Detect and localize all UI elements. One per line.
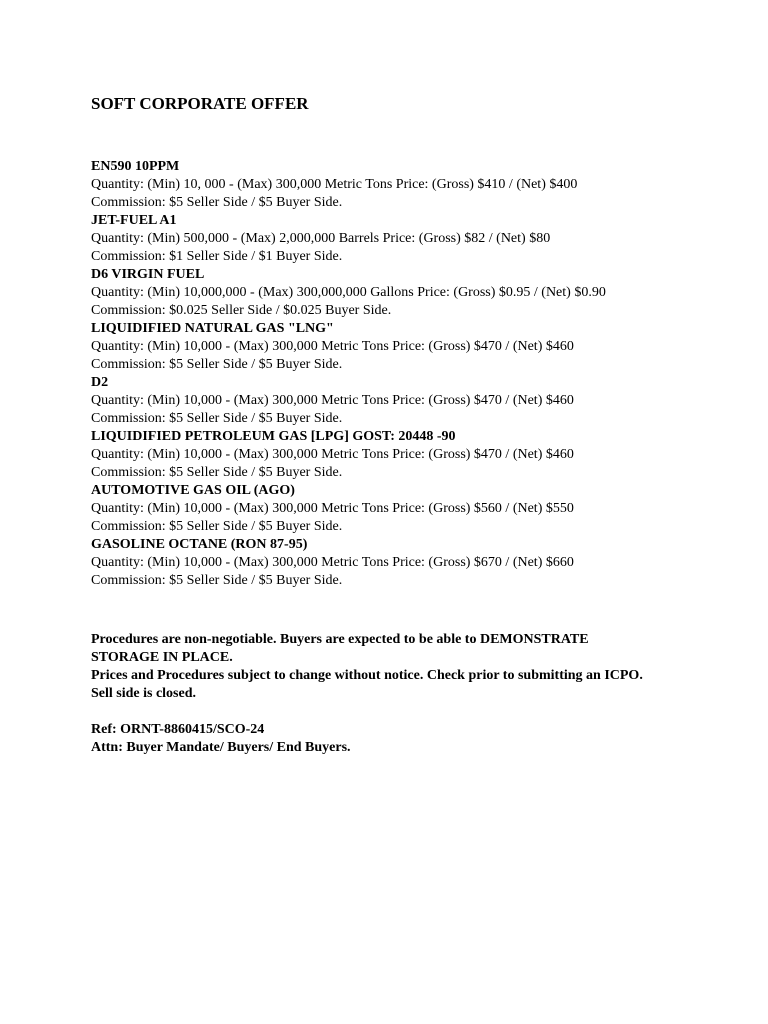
product-item: [91, 428, 751, 482]
product-quantity-price: Quantity: (Min) 10,000 - (Max) 300,000 Metric Tons Price: (Gross) $470 / (Net) $460: [91, 393, 574, 408]
product-name: JET-FUEL A1: [91, 213, 177, 228]
product-commission: Commission: $1 Seller Side / $1 Buyer Side.: [91, 249, 343, 264]
product-name: AUTOMOTIVE GAS OIL (AGO): [91, 483, 295, 498]
product-item: [91, 374, 751, 428]
product-name: EN590 10PPM: [91, 159, 180, 174]
product-commission: Commission: $5 Seller Side / $5 Buyer Side.: [91, 519, 343, 534]
product-commission: Commission: $5 Seller Side / $5 Buyer Side.: [91, 195, 343, 210]
product-item: [91, 482, 751, 536]
document-title: SOFT CORPORATE OFFER: [91, 94, 309, 113]
product-commission: Commission: $5 Seller Side / $5 Buyer Side.: [91, 573, 343, 588]
product-quantity-price: Quantity: (Min) 10,000,000 - (Max) 300,000,000 Gallons Price: (Gross) $0.95 / (Net) $0.90: [91, 285, 606, 300]
product-quantity-price: Quantity: (Min) 10,000 - (Max) 300,000 Metric Tons Price: (Gross) $470 / (Net) $460: [91, 447, 574, 462]
prices-note: Prices and Procedures subject to change without notice. Check prior to submitting an ICPO. Sell side is closed.: [91, 668, 643, 701]
product-name: GASOLINE OCTANE (RON 87-95): [91, 537, 308, 552]
product-item: [91, 212, 751, 266]
product-item: [91, 320, 751, 374]
product-commission: Commission: $0.025 Seller Side / $0.025 Buyer Side.: [91, 303, 392, 318]
product-quantity-price: Quantity: (Min) 500,000 - (Max) 2,000,000 Barrels Price: (Gross) $82 / (Net) $80: [91, 231, 551, 246]
product-commission: Commission: $5 Seller Side / $5 Buyer Side.: [91, 411, 343, 426]
product-quantity-price: Quantity: (Min) 10,000 - (Max) 300,000 Metric Tons Price: (Gross) $470 / (Net) $460: [91, 339, 574, 354]
product-commission: Commission: $5 Seller Side / $5 Buyer Side.: [91, 357, 343, 372]
product-item: [91, 266, 751, 320]
product-name: D6 VIRGIN FUEL: [91, 267, 205, 282]
product-quantity-price: Quantity: (Min) 10, 000 - (Max) 300,000 Metric Tons Price: (Gross) $410 / (Net) $400: [91, 177, 578, 192]
product-commission: Commission: $5 Seller Side / $5 Buyer Side.: [91, 465, 343, 480]
reference-number: Ref: ORNT-8860415/SCO-24: [91, 722, 265, 737]
product-item: [91, 158, 751, 212]
terms-notes: [91, 631, 651, 703]
reference-block: [91, 721, 651, 757]
product-item: [91, 536, 751, 590]
product-name: LIQUIDIFIED NATURAL GAS "LNG": [91, 321, 334, 336]
product-name: LIQUIDIFIED PETROLEUM GAS [LPG] GOST: 20448 -90: [91, 429, 456, 444]
product-list: [91, 158, 751, 590]
product-name: D2: [91, 375, 109, 390]
procedures-note: Procedures are non-negotiable. Buyers are expected to be able to DEMONSTRATE STORAGE IN PLACE.: [91, 632, 589, 665]
product-quantity-price: Quantity: (Min) 10,000 - (Max) 300,000 Metric Tons Price: (Gross) $670 / (Net) $660: [91, 555, 574, 570]
attention-line: Attn: Buyer Mandate/ Buyers/ End Buyers.: [91, 740, 351, 755]
product-quantity-price: Quantity: (Min) 10,000 - (Max) 300,000 Metric Tons Price: (Gross) $560 / (Net) $550: [91, 501, 574, 516]
